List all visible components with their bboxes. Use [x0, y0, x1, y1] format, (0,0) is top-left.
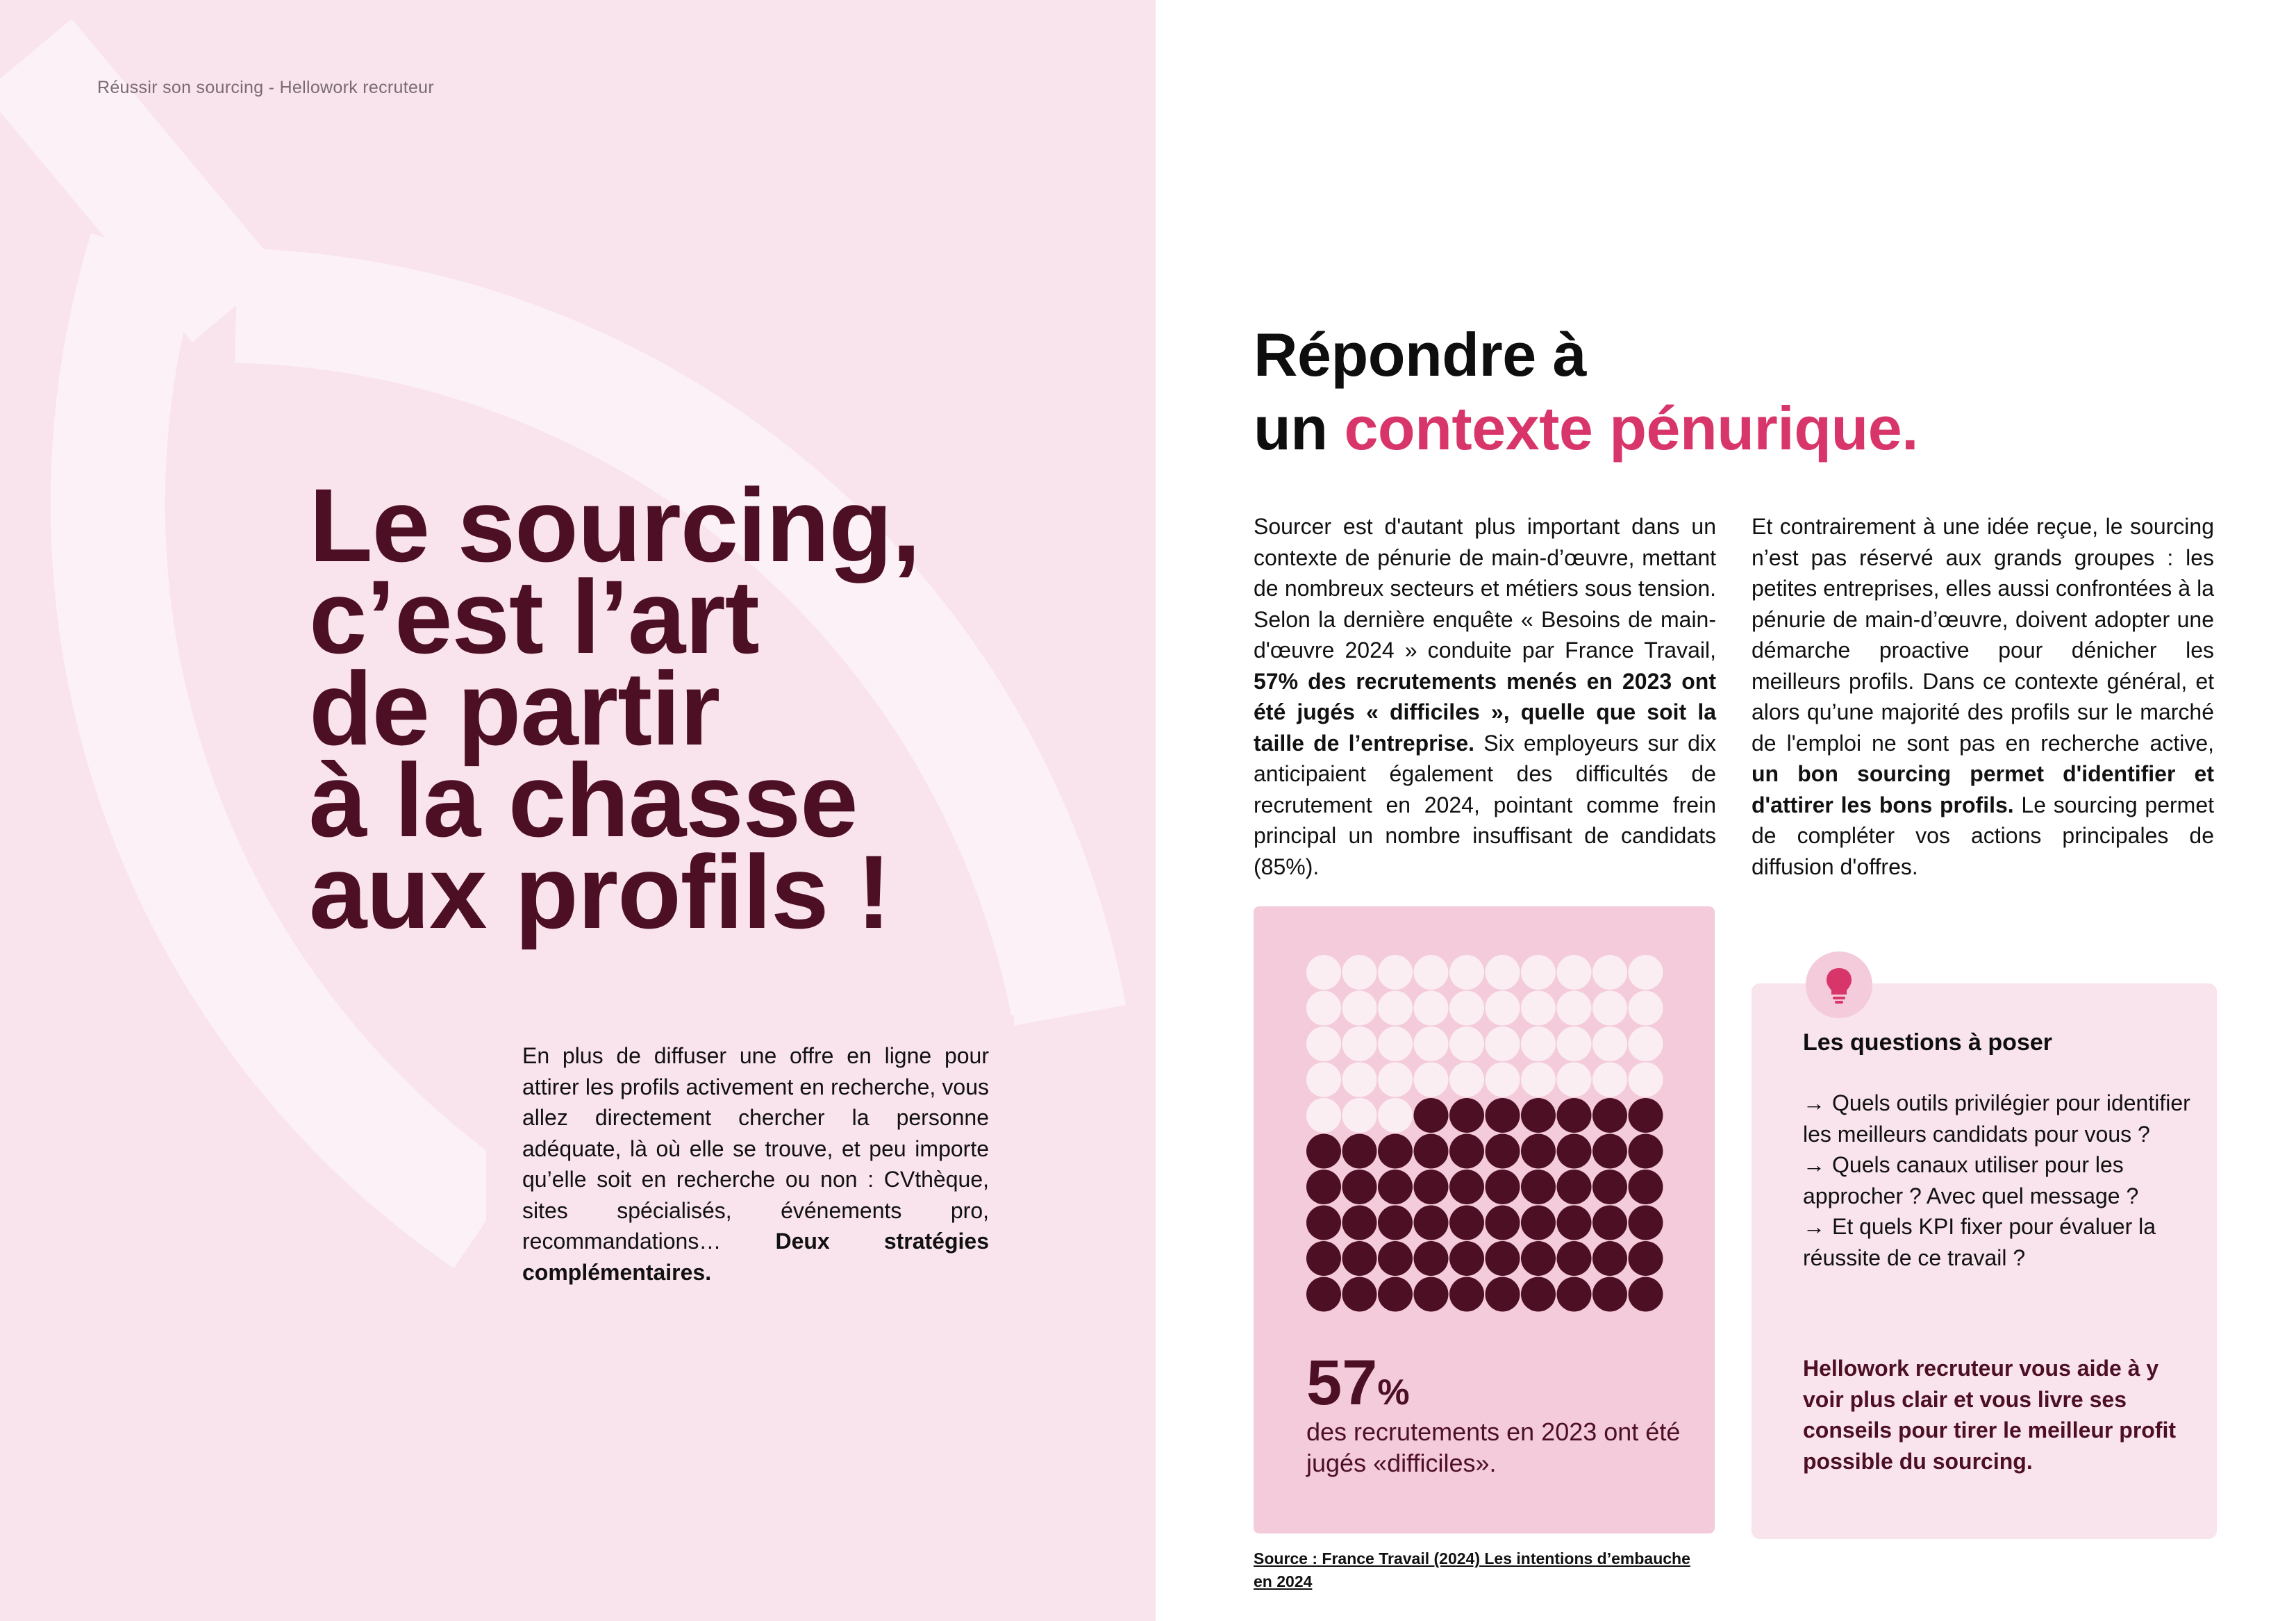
waffle-dot-highlighted — [1342, 1170, 1377, 1204]
arrow-icon: → — [1803, 1214, 1825, 1239]
waffle-dot — [1342, 955, 1377, 990]
body-column-2 — [1752, 511, 2214, 882]
arrow-icon: → — [1803, 1152, 1825, 1177]
section-title — [1254, 318, 1918, 465]
waffle-dot-highlighted — [1342, 1277, 1377, 1312]
waffle-dot — [1342, 991, 1377, 1026]
waffle-dot — [1306, 1063, 1341, 1097]
waffle-dot-highlighted — [1378, 1170, 1413, 1204]
waffle-dot — [1378, 991, 1413, 1026]
waffle-dot-highlighted — [1629, 1241, 1663, 1276]
col2-bold: un bon sourcing permet d'identifier et d'attirer les bons profils. — [1752, 761, 2214, 817]
stat-caption: des recrutements en 2023 ont été jugés «difficiles». — [1306, 1418, 1681, 1477]
waffle-dot-highlighted — [1486, 1134, 1520, 1169]
col2-text-b: Le sourcing permet de compléter vos actions principales de diffusion d'offres. — [1752, 792, 2214, 879]
waffle-dot-highlighted — [1342, 1206, 1377, 1240]
col1-text-a: Sourcer est d'autant plus important dans un contexte de pénurie de main-d’œuvre, mettant de nombreux secteurs et métiers sous tension. Selon la dernière enquête « Besoins de main-d'œuvre 2024 » conduite par France Travail, — [1254, 514, 1716, 663]
waffle-dot-highlighted — [1521, 1098, 1556, 1133]
waffle-dot — [1414, 955, 1449, 990]
waffle-dot — [1486, 991, 1520, 1026]
waffle-dot-highlighted — [1306, 1241, 1341, 1276]
hero-line: à la chasse — [309, 742, 858, 858]
waffle-dot — [1449, 955, 1484, 990]
waffle-dot — [1449, 991, 1484, 1026]
waffle-dot-highlighted — [1306, 1134, 1341, 1169]
waffle-dot — [1486, 1026, 1520, 1061]
waffle-dot-highlighted — [1414, 1098, 1449, 1133]
hero-line: c’est l’art — [309, 558, 759, 675]
waffle-dot-highlighted — [1449, 1170, 1484, 1204]
waffle-dot-highlighted — [1592, 1241, 1627, 1276]
waffle-dot-highlighted — [1342, 1134, 1377, 1169]
body-column-1 — [1254, 511, 1716, 882]
waffle-dot — [1557, 1063, 1592, 1097]
waffle-dot-highlighted — [1486, 1277, 1520, 1312]
waffle-dot — [1414, 1026, 1449, 1061]
waffle-chart — [1254, 906, 1715, 1323]
waffle-dot-highlighted — [1629, 1134, 1663, 1169]
waffle-dot-highlighted — [1378, 1241, 1413, 1276]
waffle-dot-highlighted — [1449, 1098, 1484, 1133]
waffle-dot — [1629, 991, 1663, 1026]
waffle-dot-highlighted — [1557, 1241, 1592, 1276]
stat-value: 57 — [1306, 1347, 1378, 1418]
intro-paragraph — [522, 1040, 989, 1288]
waffle-dot-highlighted — [1521, 1170, 1556, 1204]
title-line-2-accent: contexte pénurique. — [1344, 394, 1919, 463]
waffle-dot-highlighted — [1592, 1170, 1627, 1204]
waffle-dot-highlighted — [1629, 1170, 1663, 1204]
waffle-dot — [1486, 955, 1520, 990]
waffle-dot — [1557, 1026, 1592, 1061]
title-line-2-plain: un — [1254, 394, 1345, 463]
stat-unit: % — [1377, 1372, 1410, 1413]
waffle-dot — [1521, 1063, 1556, 1097]
waffle-dot — [1306, 991, 1341, 1026]
stat-number — [1306, 1347, 1410, 1418]
waffle-dot-highlighted — [1449, 1241, 1484, 1276]
col2-text-a: Et contrairement à une idée reçue, le sourcing n’est pas réservé aux grands groupes : les petites entreprises, elles aussi confrontées à la pénurie de main-d’œuvre, doivent adopter une démarche proactive pour dénicher les meilleurs profils. Dans ce contexte général, et alors qu’une majorité des profils sur le marché de l'emploi ne sont pas en recherche active, — [1752, 514, 2214, 756]
arrow-icon: → — [1803, 1090, 1825, 1115]
waffle-dot — [1306, 1098, 1341, 1133]
waffle-dot — [1342, 1098, 1377, 1133]
waffle-dot — [1342, 1063, 1377, 1097]
waffle-dot-highlighted — [1592, 1134, 1627, 1169]
waffle-dot — [1486, 1063, 1520, 1097]
waffle-dot — [1521, 1026, 1556, 1061]
running-header: Réussir son sourcing - Hellowork recruteur — [97, 78, 434, 97]
waffle-dot — [1592, 991, 1627, 1026]
question-text: Quels canaux utiliser pour les approcher ? Avec quel message ? — [1803, 1152, 2139, 1208]
intro-bold: Deux stratégies complémentaires. — [522, 1229, 989, 1285]
stat-box — [1254, 906, 1715, 1533]
waffle-dot — [1449, 1063, 1484, 1097]
waffle-dot — [1414, 991, 1449, 1026]
waffle-dot — [1306, 1026, 1341, 1061]
waffle-dot-highlighted — [1629, 1098, 1663, 1133]
questions-box — [1752, 983, 2217, 1539]
waffle-dot-highlighted — [1486, 1206, 1520, 1240]
waffle-dot-highlighted — [1557, 1206, 1592, 1240]
hero-headline — [309, 467, 920, 950]
question-text: Et quels KPI fixer pour évaluer la réussite de ce travail ? — [1803, 1214, 2156, 1270]
waffle-dot — [1342, 1026, 1377, 1061]
col1-text-b: Six employeurs sur dix anticipaient également des difficultés de recrutement en 2024, pointant comme frein principal un nombre insuffisant de candidats (85%). — [1254, 730, 1717, 879]
waffle-dot-highlighted — [1306, 1170, 1341, 1204]
questions-list — [1803, 1088, 2192, 1273]
waffle-dot — [1629, 1026, 1663, 1061]
waffle-dot-highlighted — [1557, 1098, 1592, 1133]
waffle-dot — [1592, 1063, 1627, 1097]
waffle-dot — [1557, 955, 1592, 990]
waffle-dot — [1592, 955, 1627, 990]
waffle-dot-highlighted — [1486, 1241, 1520, 1276]
waffle-dot-highlighted — [1629, 1206, 1663, 1240]
waffle-dot — [1592, 1026, 1627, 1061]
waffle-dot — [1521, 991, 1556, 1026]
waffle-dot-highlighted — [1557, 1134, 1592, 1169]
waffle-dot-highlighted — [1629, 1277, 1663, 1312]
waffle-dot-highlighted — [1414, 1206, 1449, 1240]
waffle-dot-highlighted — [1521, 1134, 1556, 1169]
question-item — [1803, 1088, 2192, 1149]
waffle-dot-highlighted — [1378, 1206, 1413, 1240]
waffle-dot-highlighted — [1449, 1277, 1484, 1312]
waffle-dot-highlighted — [1414, 1134, 1449, 1169]
waffle-dot — [1521, 955, 1556, 990]
waffle-dot-highlighted — [1414, 1170, 1449, 1204]
waffle-dot-highlighted — [1557, 1277, 1592, 1312]
waffle-dot-highlighted — [1306, 1206, 1341, 1240]
intro-text: En plus de diffuser une offre en ligne pour attirer les profils activement en recherche, vous allez directement chercher la personne adéquate, là où elle se trouve, et peu importe qu’elle soit en recherche ou non : CVthèque, sites spécialisés, événements pro, recommandations… — [522, 1043, 989, 1254]
waffle-dot-highlighted — [1592, 1277, 1627, 1312]
waffle-dot — [1306, 955, 1341, 990]
col1-bold: 57% des recrutements menés en 2023 ont été jugés « difficiles », quelle que soit la taille de l’entreprise. — [1254, 668, 1716, 756]
waffle-dot-highlighted — [1592, 1098, 1627, 1133]
waffle-dot — [1629, 955, 1663, 990]
hero-line: Le sourcing, — [309, 467, 920, 583]
waffle-dot-highlighted — [1378, 1134, 1413, 1169]
waffle-dot — [1449, 1026, 1484, 1061]
waffle-dot — [1629, 1063, 1663, 1097]
hero-line: aux profils ! — [309, 833, 891, 950]
waffle-dot-highlighted — [1414, 1277, 1449, 1312]
lightbulb-glyph — [1821, 965, 1857, 1004]
waffle-dot — [1378, 1098, 1413, 1133]
title-line-1: Répondre à — [1254, 320, 1587, 389]
waffle-dot-highlighted — [1486, 1170, 1520, 1204]
waffle-dot-highlighted — [1521, 1206, 1556, 1240]
waffle-dot — [1557, 991, 1592, 1026]
questions-title: Les questions à poser — [1803, 1029, 2052, 1056]
hero-line: de partir — [309, 650, 720, 767]
waffle-dot — [1378, 1026, 1413, 1061]
waffle-dot-highlighted — [1378, 1277, 1413, 1312]
source-citation: Source : France Travail (2024) Les intentions d’embauche en 2024 — [1254, 1549, 1690, 1590]
waffle-dot — [1378, 955, 1413, 990]
question-text: Quels outils privilégier pour identifier les meilleurs candidats pour vous ? — [1803, 1090, 2190, 1147]
waffle-dot-highlighted — [1449, 1206, 1484, 1240]
waffle-dot-highlighted — [1414, 1241, 1449, 1276]
lightbulb-icon — [1806, 951, 1872, 1018]
question-item — [1803, 1149, 2192, 1211]
questions-footer: Hellowork recruteur vous aide à y voir plus clair et vous livre ses conseils pour tirer le meilleur profit possible du sourcing. — [1803, 1356, 2177, 1474]
waffle-dot-highlighted — [1486, 1098, 1520, 1133]
waffle-dot-highlighted — [1521, 1277, 1556, 1312]
waffle-dot-highlighted — [1592, 1206, 1627, 1240]
waffle-dot-highlighted — [1557, 1170, 1592, 1204]
waffle-dot-highlighted — [1306, 1277, 1341, 1312]
waffle-dot — [1414, 1063, 1449, 1097]
waffle-dot-highlighted — [1342, 1241, 1377, 1276]
waffle-dot-highlighted — [1521, 1241, 1556, 1276]
question-item — [1803, 1211, 2192, 1273]
waffle-dot-highlighted — [1449, 1134, 1484, 1169]
waffle-dot — [1378, 1063, 1413, 1097]
